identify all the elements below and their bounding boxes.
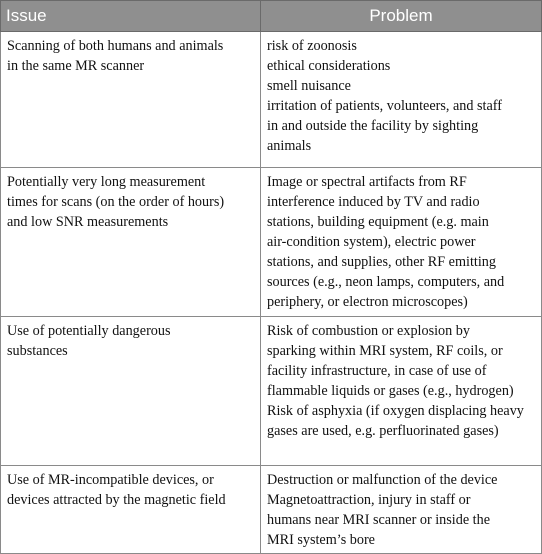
issue-column-header: Issue [1,1,261,32]
problem-column-header: Problem [261,1,542,32]
issue-cell [1,466,261,554]
problem-text-line: interference induced by TV and radio [267,194,480,210]
problem-text-line: Risk of asphyxia (if oxygen displacing heavy [267,403,524,419]
problem-cell [261,317,542,466]
problem-text-line: sparking within MRI system, RF coils, or [267,343,503,359]
problem-text-line: Risk of combustion or explosion by [267,323,470,339]
problem-text-line: flammable liquids or gases (e.g., hydrogen) [267,383,514,399]
problem-text-line: humans near MRI scanner or inside the [267,512,490,528]
issue-text-line: Use of MR-incompatible devices, or [7,472,214,488]
problem-text-line: Magnetoattraction, injury in staff or [267,492,471,508]
problem-cell [261,466,542,554]
problem-text-line: in and outside the facility by sighting [267,118,479,134]
table-header-row [1,1,542,32]
issue-text-line: devices attracted by the magnetic field [7,492,226,508]
problem-text-line: ethical considerations [267,58,391,74]
issue-text-line: Potentially very long measurement [7,174,206,190]
issue-text-line: and low SNR measurements [7,214,169,230]
problem-text-line: facility infrastructure, in case of use of [267,363,487,379]
problem-text-line: Destruction or malfunction of the device [267,472,498,488]
problem-text-line: Image or spectral artifacts from RF [267,174,467,190]
problem-text-line: MRI system’s bore [267,532,375,548]
problem-cell [261,168,542,317]
table-row [1,317,542,466]
problem-text-line: irritation of patients, volunteers, and staff [267,98,502,114]
table-row [1,466,542,554]
problem-cell [261,32,542,168]
issue-text-line: substances [7,343,68,359]
problem-text-line: stations, and supplies, other RF emitting [267,254,496,270]
problem-text-line: risk of zoonosis [267,38,357,54]
problem-text-line: air-condition system), electric power [267,234,476,250]
issue-text-line: in the same MR scanner [7,58,145,74]
issue-text-line: Use of potentially dangerous [7,323,171,339]
issue-cell [1,168,261,317]
problem-text-line: animals [267,138,312,154]
issue-text-line: Scanning of both humans and animals [7,38,224,54]
issue-cell [1,317,261,466]
problem-text-line: periphery, or electron microscopes) [267,294,468,310]
table-row [1,32,542,168]
problem-text-line: stations, building equipment (e.g. main [267,214,489,230]
problem-text-line: gases are used, e.g. perfluorinated gases) [267,423,499,439]
issue-text-line: times for scans (on the order of hours) [7,194,225,210]
problem-text-line: smell nuisance [267,78,351,94]
problem-text-line: sources (e.g., neon lamps, computers, and [267,274,505,290]
table-row [1,168,542,317]
issue-cell [1,32,261,168]
